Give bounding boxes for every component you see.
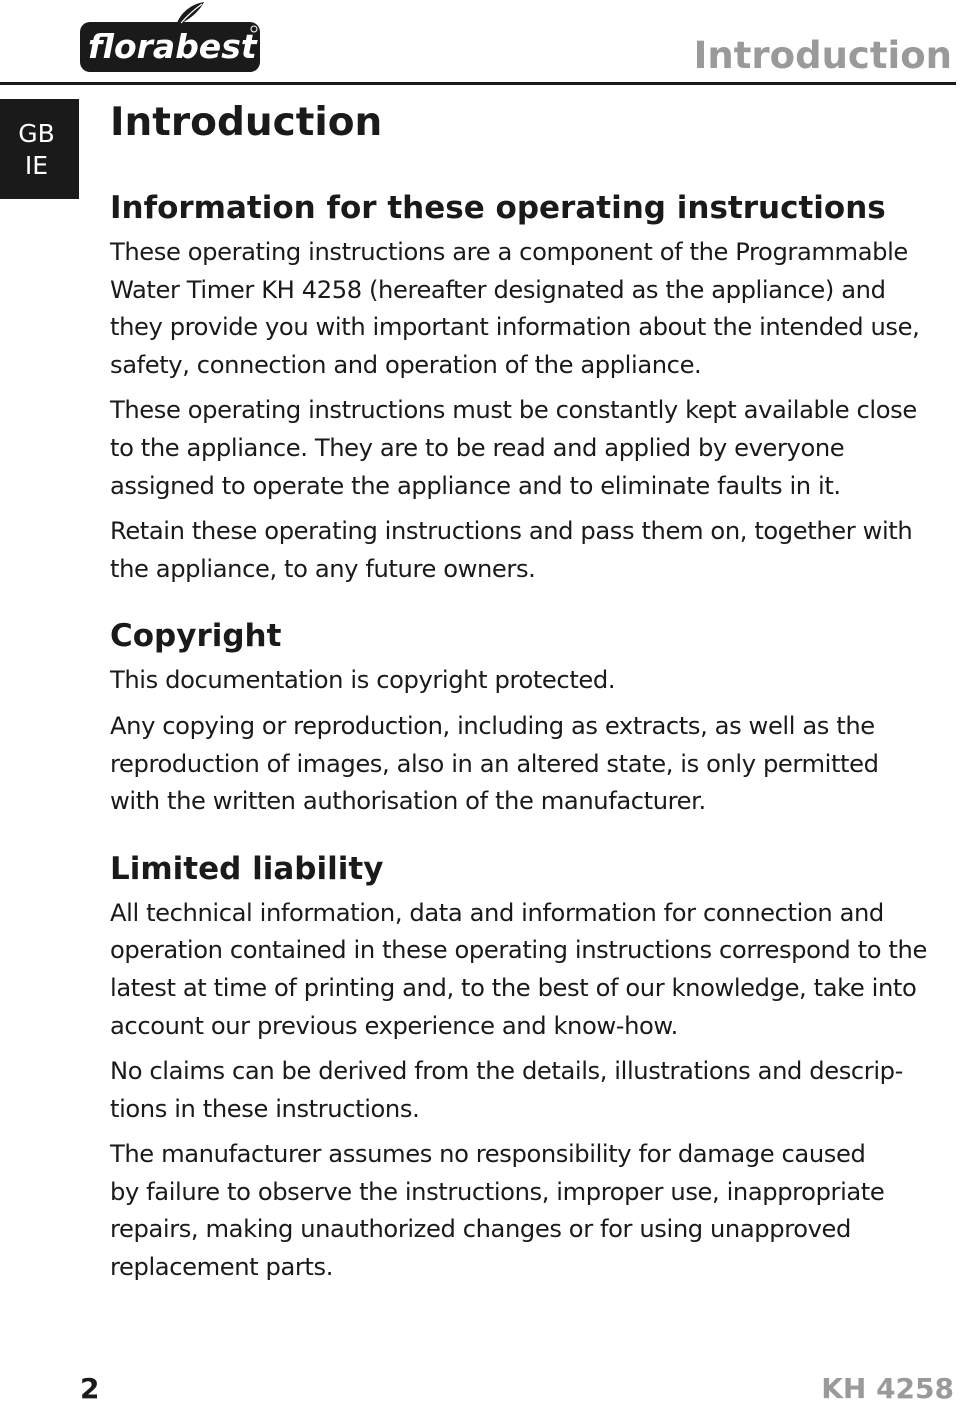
paragraph-copyright-protected: [110, 662, 930, 700]
text-line: operation contained in these operating instructions correspond to the: [110, 936, 927, 965]
text-line: to the appliance. They are to be read and applied by everyone: [110, 433, 845, 462]
brand-name: florabest: [88, 27, 257, 66]
paragraph-copying: [110, 708, 930, 821]
text-line: assigned to operate the appliance and to eliminate faults in it.: [110, 471, 841, 500]
section-heading-liability: Limited liability: [110, 850, 384, 887]
text-line: safety, connection and operation of the appliance.: [110, 350, 702, 379]
text-line: These operating instructions must be constantly kept available close: [110, 396, 917, 425]
page-number: 2: [80, 1372, 100, 1405]
text-line: by failure to observe the instructions, improper use, inappropriate: [110, 1177, 885, 1206]
paragraph-no-claims: [110, 1053, 930, 1128]
text-line: the appliance, to any future owners.: [110, 554, 536, 583]
main-content: [110, 96, 930, 1287]
text-line: Retain these operating instructions and pass them on, together with: [110, 517, 913, 546]
header-divider: [0, 82, 956, 85]
text-line: they provide you with important information about the intended use,: [110, 313, 920, 342]
text-line: tions in these instructions.: [110, 1094, 420, 1123]
text-line: The manufacturer assumes no responsibility for damage caused: [110, 1140, 866, 1169]
paragraph-retain: [110, 513, 930, 588]
text-line: No claims can be derived from the details, illustrations and descrip-: [110, 1057, 903, 1086]
text-line: This documentation is copyright protected.: [110, 666, 616, 695]
paragraph-availability: [110, 392, 930, 505]
section-heading-information: Information for these operating instructions: [110, 190, 886, 226]
text-line: Any copying or reproduction, including as extracts, as well as the: [110, 711, 875, 740]
language-code-ie: IE: [24, 151, 49, 180]
section-heading-copyright: Copyright: [110, 618, 282, 655]
paragraph-component: [110, 234, 930, 384]
page-title: Introduction: [110, 100, 383, 145]
running-header-title: Introduction: [693, 34, 952, 77]
model-number: KH 4258: [821, 1372, 954, 1405]
text-line: with the written authorisation of the manufacturer.: [110, 787, 706, 816]
text-line: account our previous experience and know-how.: [110, 1011, 678, 1040]
language-code-gb: GB: [18, 119, 55, 148]
text-line: replacement parts.: [110, 1253, 334, 1282]
text-line: reproduction of images, also in an altered state, is only permitted: [110, 749, 879, 778]
text-line: All technical information, data and information for connection and: [110, 898, 884, 927]
language-tab: [0, 99, 79, 199]
brand-logo-graphic: [80, 2, 262, 74]
paragraph-responsibility: [110, 1136, 930, 1286]
text-line: repairs, making unauthorized changes or for using unapproved: [110, 1215, 851, 1244]
paragraph-technical-info: [110, 895, 930, 1045]
brand-logo: [80, 2, 262, 74]
text-line: latest at time of printing and, to the best of our knowledge, take into: [110, 973, 917, 1002]
text-line: Water Timer KH 4258 (hereafter designated as the appliance) and: [110, 275, 886, 304]
text-line: These operating instructions are a component of the Programmable: [110, 238, 908, 266]
